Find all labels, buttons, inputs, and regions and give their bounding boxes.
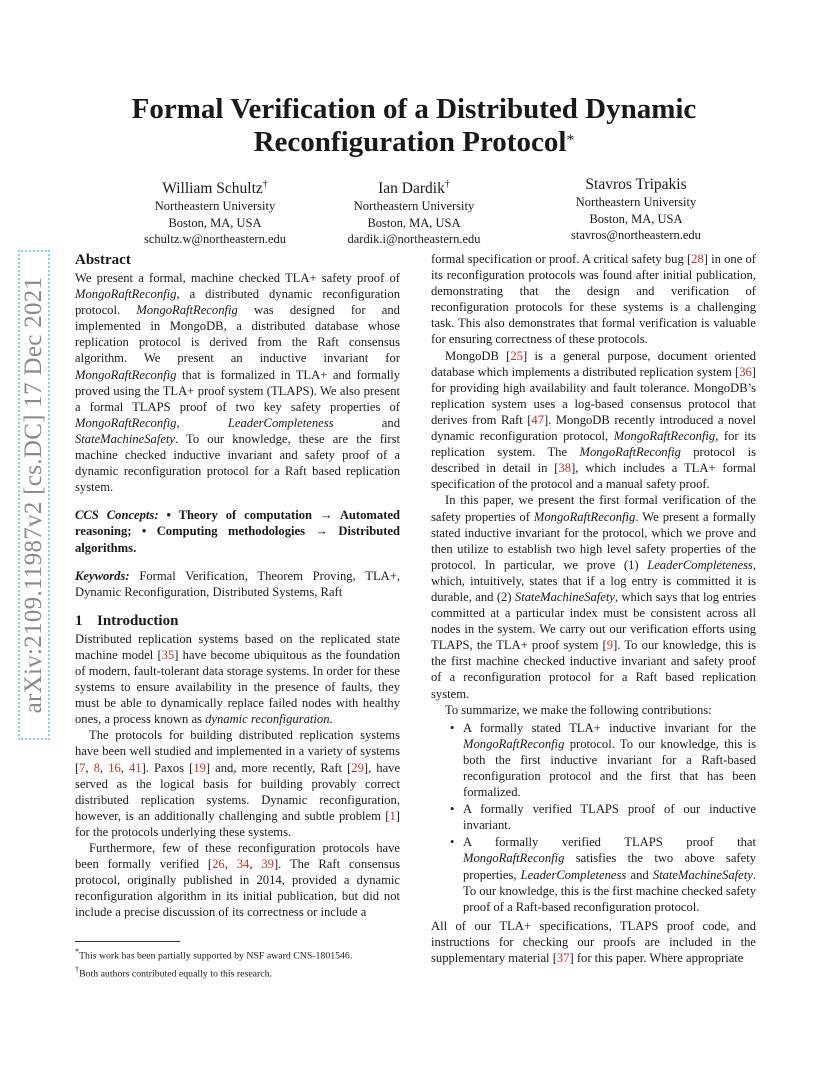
author-affiliation: Northeastern University — [353, 199, 475, 214]
list-item — [463, 834, 756, 914]
author-email[interactable]: stavros@northeastern.edu — [571, 228, 701, 242]
text: and — [626, 867, 653, 882]
text: that is formalized in TLA+ and formally proved using the TLA+ proof system (TLAPS). We also present a formal TLAPS proof of two key safety properties of — [75, 367, 400, 414]
list-item — [463, 720, 756, 800]
citation-link[interactable]: 35 — [161, 647, 175, 662]
emph: dynamic reconfiguration — [205, 712, 330, 727]
citation-link[interactable]: 41 — [129, 760, 142, 775]
author-location: Boston, MA, USA — [168, 215, 262, 230]
footnote — [75, 963, 405, 981]
citation-link[interactable]: 1 — [389, 808, 396, 823]
author-affiliation: Northeastern University — [154, 199, 276, 214]
text: ] for this paper. Where appropriate — [569, 951, 744, 966]
keywords-text: Formal Verification, Theorem Proving, TLA+, Dynamic Reconfiguration, Distributed Systems, Raft — [75, 568, 400, 599]
citation-link[interactable]: 47 — [531, 412, 544, 427]
right-paragraph-4 — [431, 918, 756, 966]
paper-title — [70, 93, 758, 159]
arxiv-identifier[interactable]: arXiv:2109.11987v2 [cs.DC] 17 Dec 2021 — [20, 276, 47, 714]
citation-link[interactable]: 28 — [691, 252, 704, 266]
footnote-divider — [75, 941, 180, 942]
text: , for its replication system. The — [431, 429, 757, 460]
ccs-text: • Theory of computation → Automated reasoning; • Computing methodologies → Distributed algorithms. — [75, 508, 400, 555]
emph: MongoRaftReconfig — [463, 851, 565, 866]
text: ] for the protocols underlying these systems. — [75, 808, 400, 839]
text: ], have served as the logical basis for building provably correct distributed replication systems. Dynamic reconfiguration, however, is an additionally challenging and subtle problem [ — [75, 760, 401, 823]
emph: MongoRaftReconfig — [75, 287, 177, 302]
author-mark: † — [262, 179, 268, 190]
emph: LeaderCompleteness — [227, 415, 334, 430]
text: All of our TLA+ specifications, TLAPS proof code, and instructions for checking our proofs are included in the supplementary material [ — [431, 918, 756, 966]
text: ]. To our knowledge, this is the first machine checked inductive invariant and safety proof of a reconfiguration protocol for a Raft based replication system. — [431, 638, 756, 701]
intro-paragraph-2 — [75, 727, 400, 840]
list-item — [463, 801, 756, 833]
text: ] have become ubiquitous as the foundation of modern, fault-tolerant data storage systems. In order for these systems to ensure availability in the presence of faults, they must be able to dynamically replace failed nodes with healthy ones, a process known as — [75, 647, 400, 727]
citation-link[interactable]: 29 — [351, 760, 364, 775]
right-column — [431, 251, 756, 966]
citation-link[interactable]: 7 — [79, 760, 86, 775]
emph: MongoRaftReconfig — [136, 303, 238, 318]
text: Furthermore, few of these reconfiguration protocols have been formally verified [ — [75, 841, 400, 872]
text: formal specification or proof. A critical safety bug [ — [431, 252, 692, 266]
text: ] in one of its reconfiguration protocols was found after initial publication, demonstrating that the design and verification of reconfiguration protocols for these systems is a challenging task. This also demonstrates that formal verification is valuable for ensuring correctness of these protocols. — [431, 252, 756, 347]
footnote — [75, 945, 405, 963]
text: , — [100, 760, 109, 775]
summary-intro: To summarize, we make the following contributions: — [445, 702, 712, 717]
keywords-label: Keywords: — [75, 568, 130, 583]
ccs-concepts — [75, 507, 400, 555]
emph: StateMachineSafety — [652, 867, 753, 882]
right-paragraph-3 — [431, 492, 756, 701]
author-email[interactable]: schultz.w@northeastern.edu — [143, 232, 287, 247]
emph: LeaderCompleteness — [647, 557, 753, 572]
text: ]. MongoDB recently introduced a novel dynamic reconfiguration protocol, — [431, 412, 756, 444]
author-name-text: Ian Dardik — [378, 180, 445, 198]
text: , — [120, 760, 129, 775]
citation-link[interactable]: 19 — [193, 760, 206, 775]
author-name-text: William Schultz — [162, 180, 263, 198]
author-name-text: Stavros Tripakis — [585, 176, 687, 193]
arxiv-sidebar[interactable] — [18, 250, 50, 740]
text: . — [329, 712, 333, 727]
abstract-text — [75, 270, 400, 495]
text: , — [249, 857, 262, 872]
text: ] for providing high availability and fault tolerance. MongoDB’s replication system uses a log-based consensus protocol that derives from Raft [ — [431, 364, 756, 427]
citation-link[interactable]: 39 — [261, 857, 274, 872]
author-block-2 — [294, 175, 534, 248]
emph: MongoRaftReconfig — [613, 429, 716, 444]
author-location: Boston, MA, USA — [589, 211, 683, 226]
text: , — [176, 415, 228, 430]
intro-paragraph-3 — [75, 840, 400, 920]
text: . To our knowledge, these are the first machine checked inductive invariant and safety proof of a dynamic reconfiguration protocol for a Raft based replication system. — [75, 431, 400, 495]
text: , — [224, 857, 237, 872]
text: ]. The Raft consensus protocol, originally published in 2014, provided a dynamic reconfiguration algorithm in its initial publication, but did not include a precise discussion of its correctness or include a — [75, 857, 401, 920]
text: , which, intuitively, states that if a log entry is committed it is durable, and (2) — [431, 557, 756, 604]
keywords — [75, 568, 400, 600]
citation-link[interactable]: 34 — [236, 857, 250, 872]
text: . We present a formally stated inductive invariant for the protocol, which we prove and then utilize to establish two high level safety properties of the protocol. In particular, we prove (1) — [431, 509, 756, 572]
emph: StateMachineSafety — [75, 431, 176, 446]
text: Distributed replication systems based on the replicated state machine model [ — [75, 631, 400, 662]
text: We present a formal, machine checked TLA+ safety proof of — [75, 271, 400, 285]
text: satisfies the two above safety properties, — [463, 851, 756, 882]
right-paragraph-2 — [431, 348, 756, 493]
paper-title-text: Formal Verification of a Distributed Dynamic Reconfiguration Protocol — [131, 93, 697, 158]
text: ], which includes a TLA+ formal specification of the protocol and a manual safety proof. — [431, 461, 756, 492]
citation-link[interactable]: 37 — [556, 951, 570, 966]
text: ] is a general purpose, document oriented database which implements a distributed replication system [ — [431, 348, 756, 379]
title-footnote-mark[interactable]: * — [566, 132, 575, 149]
text: MongoDB [ — [445, 348, 511, 363]
section-heading-introduction — [75, 612, 400, 631]
text: A formally verified TLAPS proof of our inductive invariant. — [463, 802, 756, 833]
contributions-list — [431, 720, 756, 915]
text: protocol. To our knowledge, this is both the first inductive invariant for a Raft-based reconfiguration protocol and the first that has been formalized. — [463, 736, 756, 800]
footnote-mark: † — [75, 965, 80, 975]
text: A formally stated TLA+ inductive invariant for the — [463, 720, 756, 735]
footnote-mark: * — [75, 947, 80, 956]
ccs-label: CCS Concepts: — [75, 508, 159, 523]
author-name — [294, 175, 534, 198]
citation-link[interactable]: 16 — [108, 760, 121, 775]
abstract-heading: Abstract — [75, 252, 131, 268]
text: , a distributed dynamic reconfiguration protocol. — [75, 287, 400, 318]
citation-link[interactable]: 36 — [739, 364, 752, 379]
citation-link[interactable]: 38 — [558, 461, 572, 476]
emph: MongoRaftReconfig — [75, 367, 177, 382]
citation-link[interactable]: 9 — [606, 638, 614, 653]
footnotes — [75, 945, 405, 982]
emph: LeaderCompleteness — [520, 867, 627, 882]
emph: MongoRaftReconfig — [463, 736, 565, 751]
text: . To our knowledge, this is the first machine checked safety proof of a Raft-based reconfiguration protocol. — [463, 867, 756, 914]
intro-paragraph-1 — [75, 631, 400, 728]
section-title: Introduction — [97, 612, 179, 629]
footnote-text: Both authors contributed equally to this research. — [79, 968, 272, 980]
text: ]. Paxos [ — [141, 760, 194, 775]
citation-link[interactable]: 26 — [212, 857, 225, 872]
emph: MongoRaftReconfig — [75, 415, 177, 430]
text: , which says that log entries committed at a particular index must be consistent across all nodes in the system. We carry out our verification efforts using TLAPS, the TLA+ proof system [ — [431, 589, 756, 653]
text: protocol is described in detail in [ — [431, 445, 757, 476]
left-column — [75, 251, 400, 920]
author-mark: † — [444, 179, 450, 190]
author-email[interactable]: dardik.i@northeastern.edu — [347, 232, 481, 247]
author-affiliation: Northeastern University — [575, 195, 697, 209]
text: was designed for and implemented in MongoDB, a distributed database whose replication protocol is derived from the Raft consensus algorithm. We present an inductive invariant for — [75, 303, 400, 366]
emph: StateMachineSafety — [514, 589, 615, 604]
author-location: Boston, MA, USA — [367, 215, 461, 230]
text: , — [85, 760, 94, 775]
emph: MongoRaftReconfig — [579, 445, 681, 460]
emph: MongoRaftReconfig — [533, 509, 636, 524]
author-block-3 — [516, 175, 756, 244]
text: ] and, more recently, Raft [ — [205, 760, 352, 775]
right-paragraph-1 — [431, 251, 756, 348]
citation-link[interactable]: 8 — [93, 760, 100, 775]
text: and — [333, 415, 400, 430]
author-name — [516, 175, 756, 194]
footnote-text: This work has been partially supported by NSF award CNS-1801546. — [79, 950, 353, 962]
citation-link[interactable]: 25 — [510, 348, 523, 363]
section-number: 1 — [75, 612, 83, 629]
text: A formally verified TLAPS proof that — [463, 835, 756, 850]
text: In this paper, we present the first formal verification of the safety properties of — [431, 493, 756, 524]
text: The protocols for building distributed replication systems have been well studied and implemented in a variety of systems [ — [75, 728, 400, 775]
